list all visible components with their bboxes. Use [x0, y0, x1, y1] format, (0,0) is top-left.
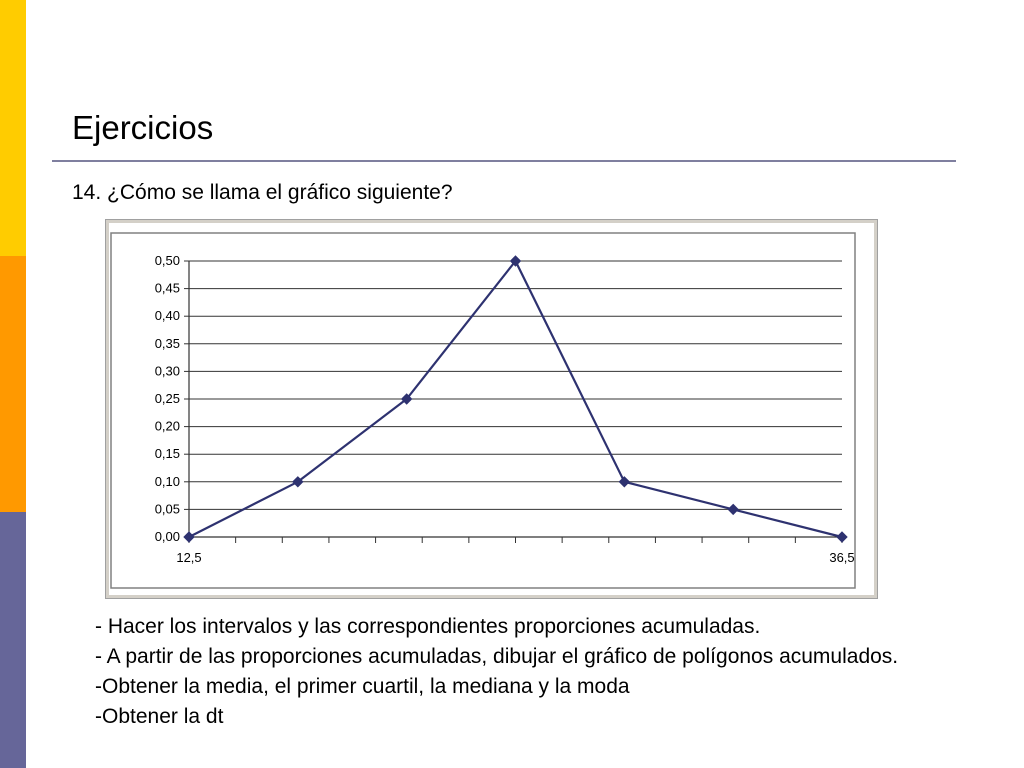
y-tick-label: 0,20 — [154, 418, 180, 434]
y-tick-label: 0,25 — [154, 391, 180, 406]
y-tick-label: 0,15 — [154, 446, 180, 462]
task-item: - Hacer los intervalos y las correspondientes proporciones acumuladas. — [95, 615, 761, 638]
side-bar-purple — [0, 512, 26, 768]
y-tick-label: 0,00 — [154, 529, 180, 544]
title-divider — [52, 160, 956, 162]
question-text: 14. ¿Cómo se llama el gráfico siguiente? — [72, 181, 453, 204]
task-list — [95, 612, 995, 732]
frequency-polygon-chart — [109, 223, 874, 595]
data-point-marker — [837, 532, 847, 542]
data-point-marker — [619, 477, 629, 487]
data-point-marker — [184, 532, 194, 542]
side-bar-yellow — [0, 0, 26, 256]
task-item: -Obtener la dt — [95, 705, 224, 728]
x-tick-label: 12,5 — [176, 550, 202, 565]
y-tick-label: 0,35 — [154, 335, 180, 351]
chart-frame — [106, 220, 877, 598]
plot-border — [111, 233, 855, 588]
y-tick-label: 0,40 — [154, 308, 180, 324]
y-tick-label: 0,30 — [154, 363, 180, 379]
data-point-marker — [728, 504, 738, 514]
slide-title: Ejercicios — [72, 109, 214, 146]
y-tick-label: 0,45 — [154, 280, 180, 296]
y-tick-label: 0,50 — [154, 253, 180, 268]
task-item: -Obtener la media, el primer cuartil, la mediana y la moda — [95, 675, 630, 698]
x-tick-label: 36,5 — [829, 550, 855, 565]
y-tick-label: 0,05 — [154, 501, 180, 517]
task-item: - A partir de las proporciones acumuladas, dibujar el gráfico de polígonos acumulados. — [95, 645, 899, 668]
side-bar-orange — [0, 256, 26, 512]
y-tick-label: 0,10 — [154, 473, 180, 489]
